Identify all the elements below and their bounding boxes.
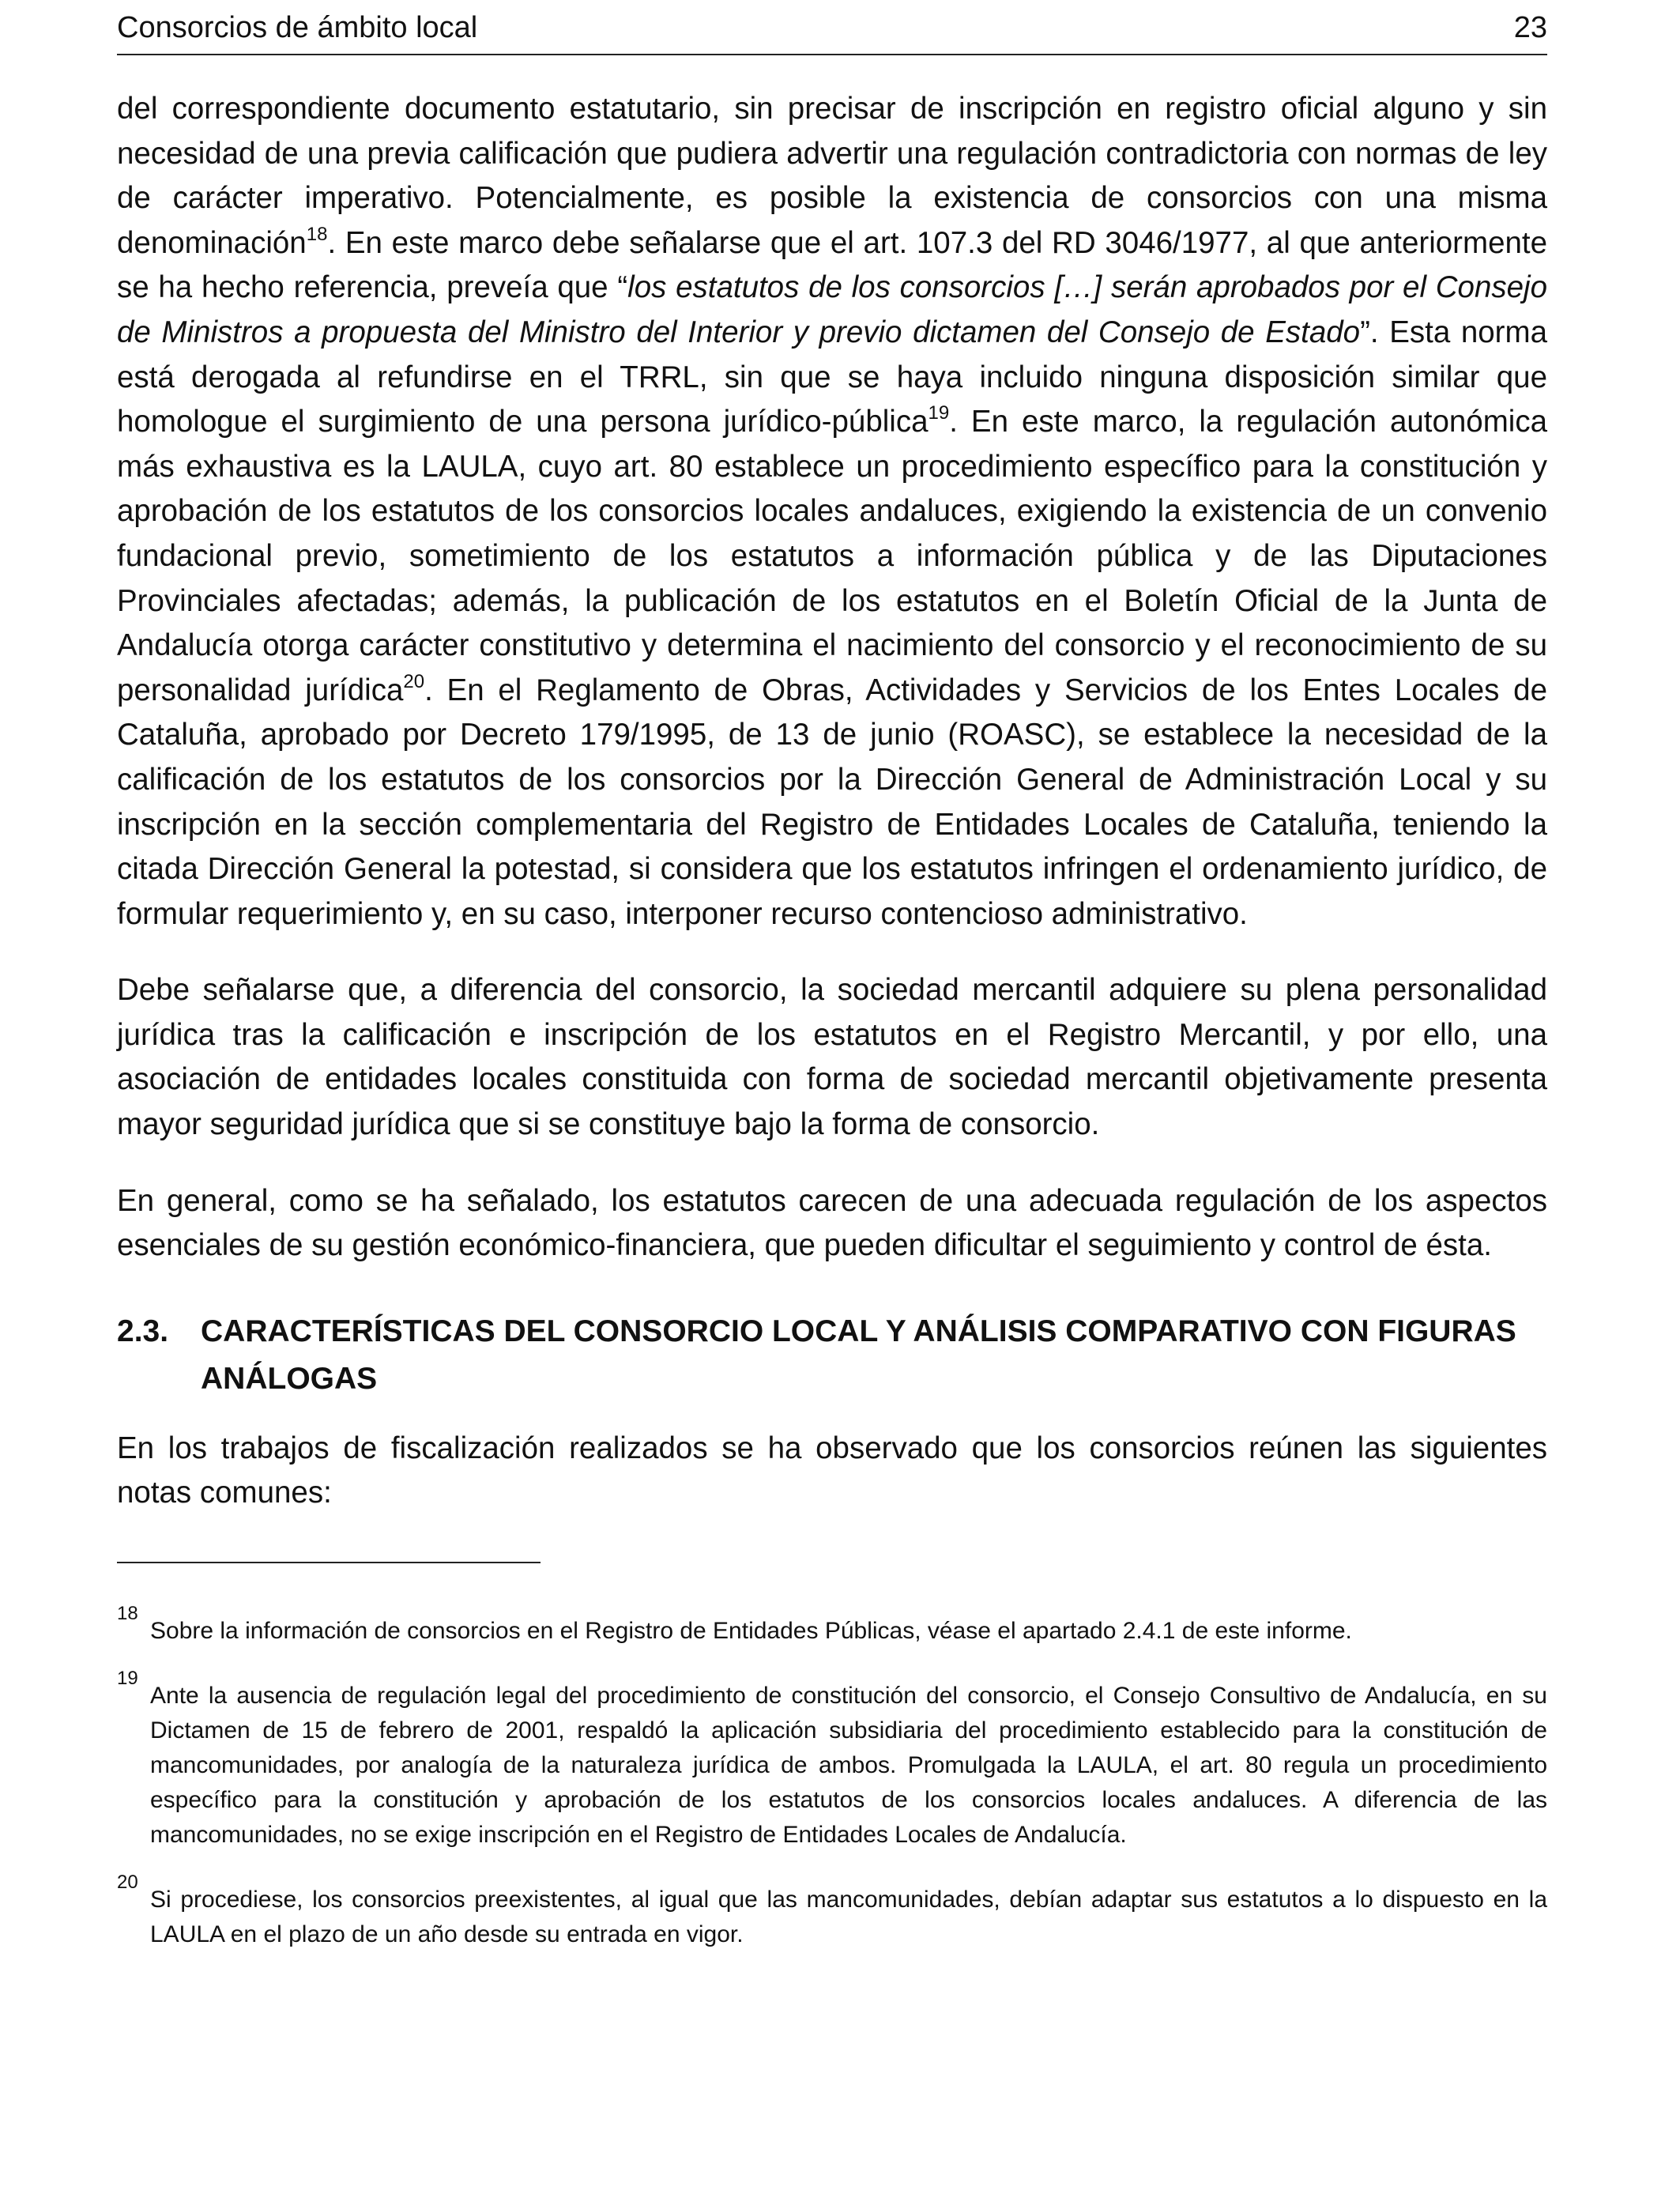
paragraph-4: En los trabajos de fiscalización realizados se ha observado que los consorcios reúnen las siguientes notas comunes: [117, 1431, 1547, 1510]
footnote-text: Ante la ausencia de regulación legal del procedimiento de constitución del consorcio, el Consejo Consultivo de Andalucía, en su Dictamen de 15 de febrero de 2001, respaldó la aplicación subsidiaria del procedimiento establecido para la constitución de mancomunidades, por analogía de la naturaleza jurídica de ambos. Promulgada la LAULA, el art. 80 regula un procedimiento específico para la constitución y aprobación de los estatutos de los consorcios locales andaluces. A diferencia de las mancomunidades, no se exige inscripción en el Registro de Entidades Locales de Andalucía. [150, 1683, 1547, 1849]
paragraph-2: Debe señalarse que, a diferencia del consorcio, la sociedad mercantil adquiere su plena personalidad jurídica tras la calificación e inscripción de los estatutos en el Registro Mercantil, y por ello, una asociación de entidades locales constituida con forma de sociedad mercantil objetivamente presenta mayor seguridad jurídica que si se constituye bajo la forma de consorcio. [117, 973, 1547, 1142]
paragraph-1-text-c: ”. Esta norma está derogada al refundirse en el TRRL, sin que se haya incluido ninguna disposición similar que homologue el surgimiento de una persona jurídico-pública [117, 315, 1547, 439]
paragraph-1-text-b: . En este marco debe señalarse que el art. 107.3 del RD 3046/1977, al que anteriormente se ha hecho referencia, preveía que “ [117, 225, 1547, 305]
footnote-20 [117, 1873, 1547, 1952]
footnote-number: 20 [117, 1872, 138, 1894]
footnote-ref-20[interactable]: 20 [403, 670, 425, 692]
footnote-19 [117, 1669, 1547, 1853]
paragraph-1-text-e: . En el Reglamento de Obras, Actividades y Servicios de los Entes Locales de Cataluña, aprobado por Decreto 179/1995, de 13 de junio (ROASC), se establece la necesidad de la calificación de los estatutos de los consorcios por la Dirección General de Administración Local y su inscripción en la sección complementaria del Registro de Entidades Locales de Cataluña, teniendo la citada Dirección General la potestad, si considera que los estatutos infringen el ordenamiento jurídico, de formular requerimiento y, en su caso, interponer recurso contencioso administrativo. [117, 673, 1547, 931]
page-header [117, 8, 1547, 55]
footnote-separator [117, 1562, 541, 1563]
section-heading [117, 1308, 1547, 1403]
section-number: 2.3. [117, 1314, 169, 1348]
running-title: Consorcios de ámbito local [117, 11, 478, 44]
paragraph-3: En general, como se ha señalado, los estatutos carecen de una adecuada regulación de los aspectos esenciales de su gestión económico-financiera, que pueden dificultar el seguimiento y control de ésta. [117, 1183, 1547, 1263]
page-body [117, 87, 1547, 1973]
paragraph-1-text-a: del correspondiente documento estatutario, sin precisar de inscripción en registro oficial alguno y sin necesidad de una previa calificación que pudiera advertir una regulación contradictoria con normas de ley de carácter imperativo. Potencialmente, es posible la existencia de consorcios con una misma denominación [117, 92, 1547, 260]
footnote-number: 19 [117, 1668, 138, 1690]
paragraph-1-text-d: . En este marco, la regulación autonómica más exhaustiva es la LAULA, cuyo art. 80 establece un procedimiento específico para la constitución y aprobación de los estatutos de los consorcios locales andaluces, exigiendo la existencia de un convenio fundacional previo, sometimiento de los estatutos a información pública y de las Diputaciones Provinciales afectadas; además, la publicación de los estatutos en el Boletín Oficial de la Junta de Andalucía otorga carácter constitutivo y determina el nacimiento del consorcio y el reconocimiento de su personalidad jurídica [117, 405, 1548, 707]
section-title: CARACTERÍSTICAS DEL CONSORCIO LOCAL Y ANÁLISIS COMPARATIVO CON FIGURAS ANÁLOGAS [201, 1314, 1516, 1396]
footnote-text: Si procediese, los consorcios preexistentes, al igual que las mancomunidades, debían adaptar sus estatutos a lo dispuesto en la LAULA en el plazo de un año desde su entrada en vigor. [150, 1887, 1547, 1948]
footnote-text: Sobre la información de consorcios en el Registro de Entidades Públicas, véase el apartado 2.4.1 de este informe. [150, 1618, 1352, 1645]
page-number: 23 [1513, 11, 1547, 44]
footnote-ref-19[interactable]: 19 [928, 402, 950, 424]
footnote-18 [117, 1604, 1547, 1649]
footnote-ref-18[interactable]: 18 [306, 223, 328, 245]
paragraph-1 [117, 87, 1547, 937]
footnote-number: 18 [117, 1603, 138, 1625]
quoted-regulation: los estatutos de los consorcios […] serán aprobados por el Consejo de Ministros a propuesta del Ministro del Interior y previo dictamen del Consejo de Estado [117, 270, 1548, 349]
